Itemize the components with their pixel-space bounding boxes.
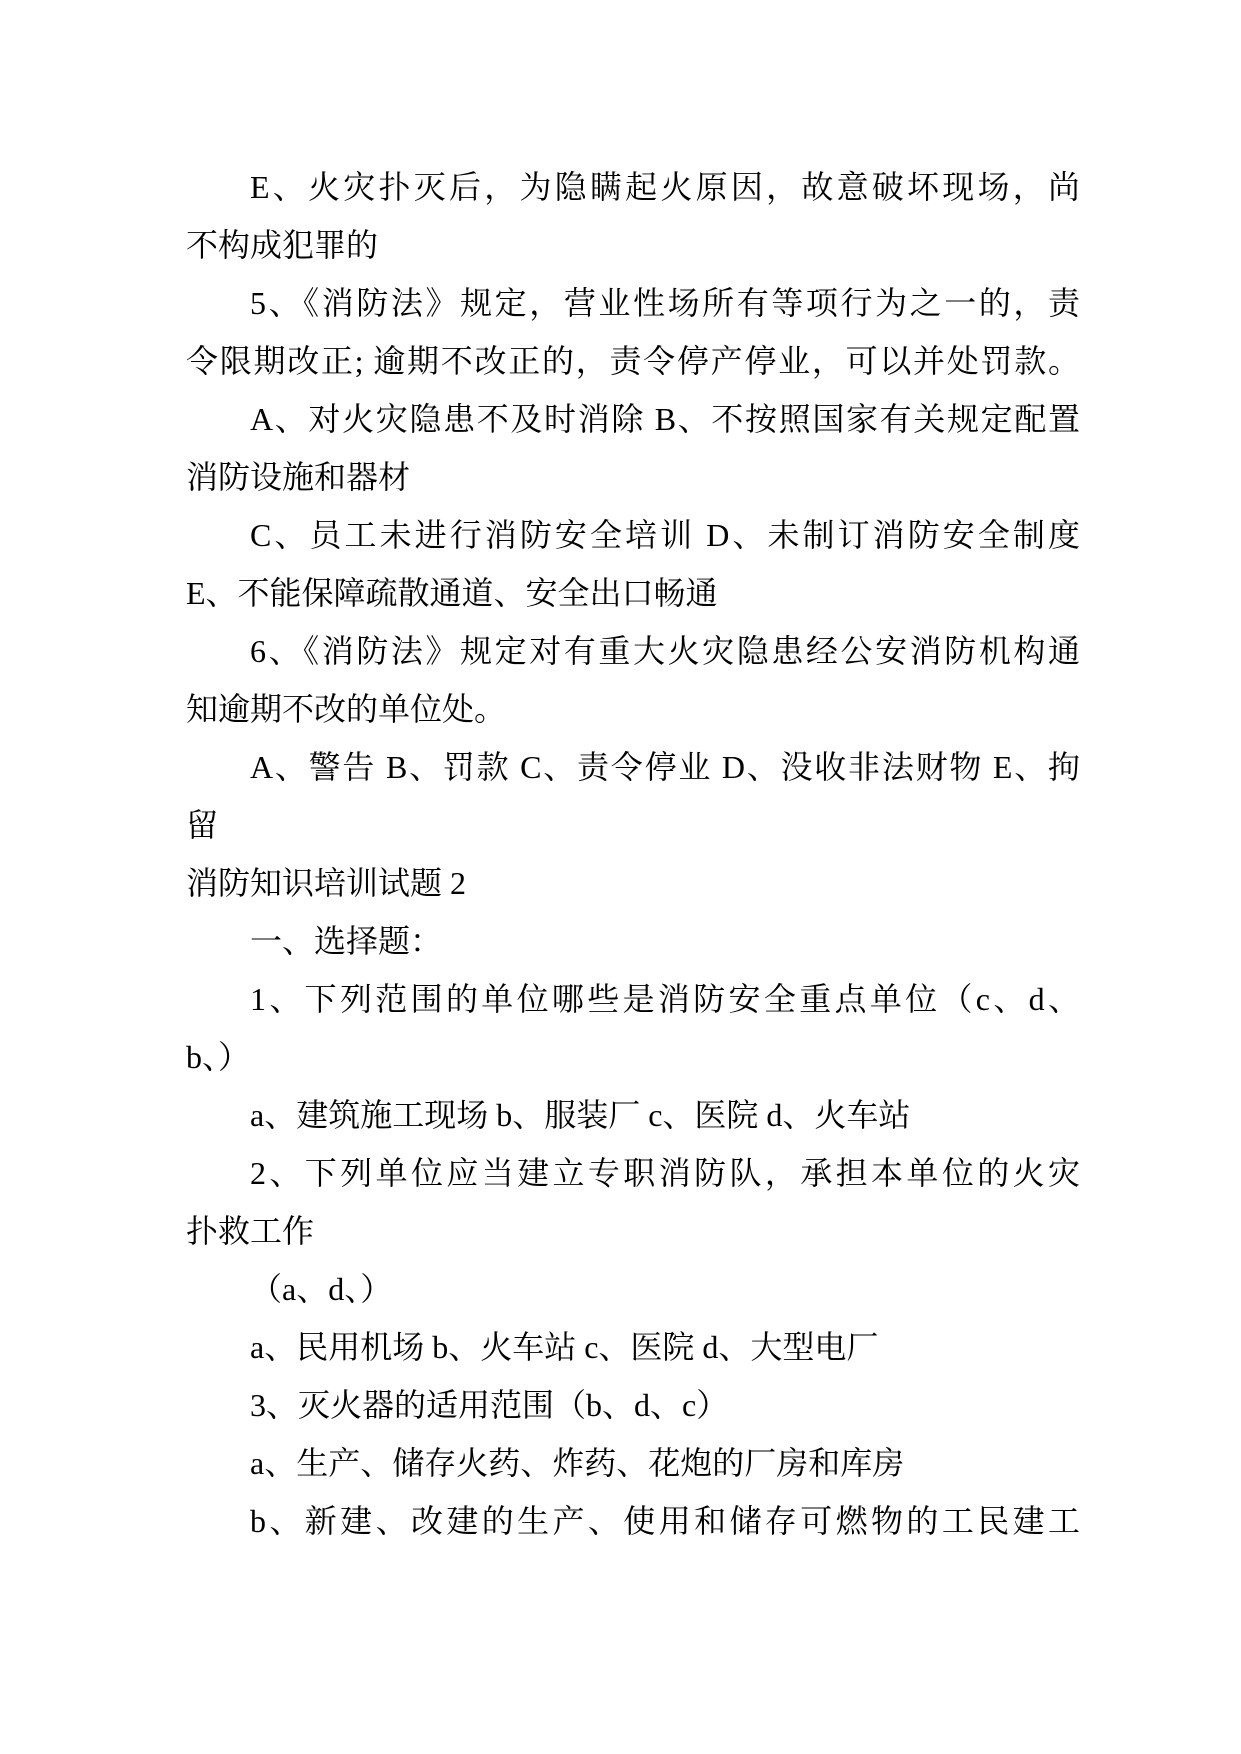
text-line: 5、《消防法》规定，营业性场所有等项行为之一的，责 <box>250 285 1080 321</box>
text-line: 扑救工作 <box>186 1213 315 1249</box>
text-line: 6、《消防法》规定对有重大火灾隐患经公安消防机构通 <box>250 633 1080 669</box>
text-line: 1、下列范围的单位哪些是消防安全重点单位（c、d、 <box>250 981 1080 1017</box>
section-title-line: 消防知识培训试题 2 <box>186 865 467 901</box>
text-line: a、民用机场 b、火车站 c、医院 d、大型电厂 <box>250 1329 879 1365</box>
text-line: E、火灾扑灭后，为隐瞒起火原因，故意破坏现场，尚 <box>250 169 1080 205</box>
text-line: 留 <box>186 807 219 843</box>
text-line: （a、d、） <box>250 1271 393 1307</box>
text-line: b、） <box>186 1039 251 1075</box>
text-line: 知逾期不改的单位处。 <box>186 691 507 727</box>
text-line: b、新建、改建的生产、使用和储存可燃物的工民建工 <box>250 1503 1080 1539</box>
text-line: E、不能保障疏散通道、安全出口畅通 <box>186 575 718 611</box>
text-line: 不构成犯罪的 <box>186 227 379 263</box>
text-line: a、生产、储存火药、炸药、花炮的厂房和库房 <box>250 1445 905 1481</box>
document-text-block <box>186 158 1080 1550</box>
text-line: C、员工未进行消防安全培训 D、未制订消防安全制度 <box>250 517 1080 553</box>
text-line: A、警告 B、罚款 C、责令停业 D、没收非法财物 E、拘 <box>250 749 1080 785</box>
text-line: a、建筑施工现场 b、服装厂 c、医院 d、火车站 <box>250 1097 911 1133</box>
text-line: 2、下列单位应当建立专职消防队，承担本单位的火灾 <box>250 1155 1080 1191</box>
text-line: 一、选择题： <box>250 923 443 959</box>
text-line: 令限期改正; 逾期不改正的，责令停产停业，可以并处罚款。 <box>186 343 1080 379</box>
text-line: A、对火灾隐患不及时消除 B、不按照国家有关规定配置 <box>250 401 1080 437</box>
text-line: 消防设施和器材 <box>186 459 411 495</box>
text-line: 3、灭火器的适用范围（b、d、c） <box>250 1387 729 1423</box>
